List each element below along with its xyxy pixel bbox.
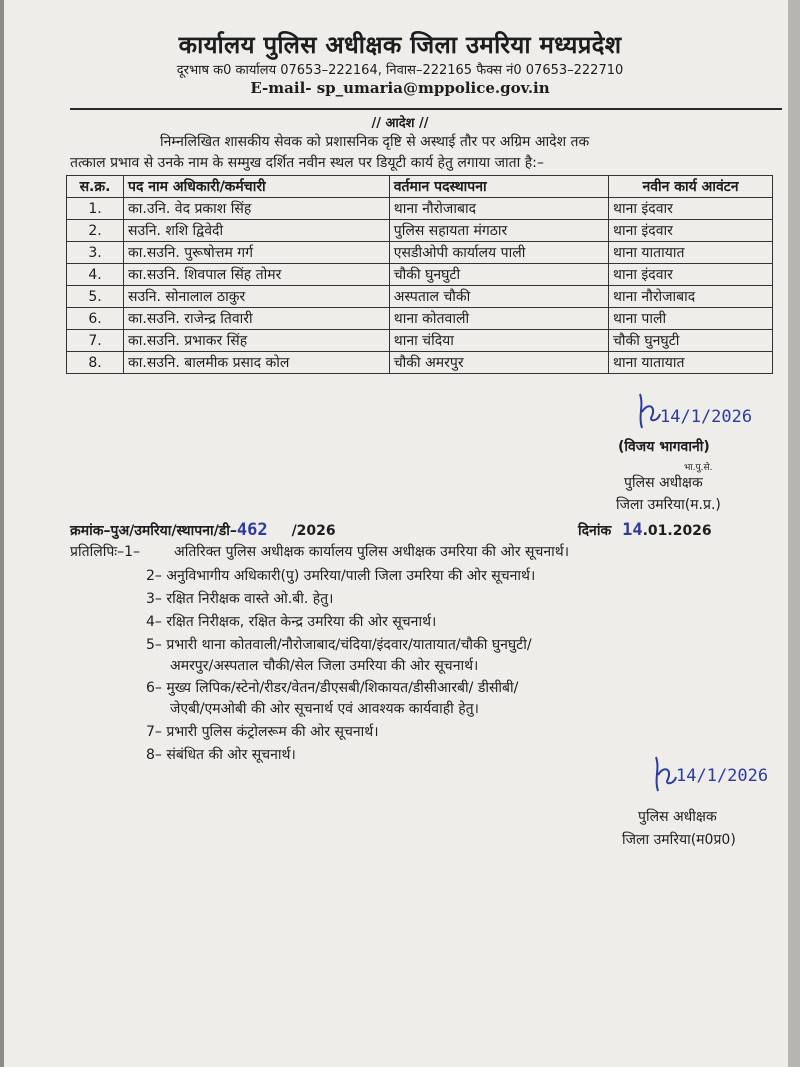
cell-current-posting: थाना कोतवाली bbox=[389, 308, 608, 330]
header-officer: पद नाम अधिकारी/कर्मचारी bbox=[124, 176, 390, 198]
signatory-designation: पुलिस अधीक्षक bbox=[624, 475, 703, 491]
cell-officer: सउनि. सोनालाल ठाकुर bbox=[124, 286, 390, 308]
cell-serial: 7. bbox=[67, 330, 124, 352]
copy-item-4: 4– रक्षित निरीक्षक, रक्षित केन्द्र उमरिया की ओर सूचनार्थ। bbox=[146, 614, 437, 630]
reference-date bbox=[578, 520, 712, 540]
signature2-designation: पुलिस अधीक्षक bbox=[638, 809, 717, 825]
phone-line: दूरभाष क0 कार्यालय 07653–222164, निवास–222165 फैक्स नं0 07653–222710 bbox=[176, 63, 624, 78]
table-row bbox=[67, 286, 773, 308]
copy-item-1: अतिरिक्त पुलिस अधीक्षक कार्यालय पुलिस अधीक्षक उमरिया की ओर सूचनार्थ। bbox=[174, 544, 570, 560]
table-header-row bbox=[67, 176, 773, 198]
posting-table bbox=[66, 175, 773, 374]
reference-number bbox=[70, 520, 336, 540]
office-title: कार्यालय पुलिस अधीक्षक जिला उमरिया मध्यप्रदेश bbox=[178, 31, 622, 59]
page-edge bbox=[788, 0, 800, 1067]
copy-item-5a: 5– प्रभारी थाना कोतवाली/नौरोजाबाद/चंदिया/इंदवार/यातायात/चौकी घुनघुटी/ bbox=[146, 637, 532, 653]
cell-new-assignment: चौकी घुनघुटी bbox=[609, 330, 773, 352]
signatory-name: (विजय भागवानी) bbox=[618, 439, 710, 455]
cell-new-assignment: थाना इंदवार bbox=[609, 220, 773, 242]
table-row bbox=[67, 352, 773, 374]
cell-current-posting: थाना नौरोजाबाद bbox=[389, 198, 608, 220]
copy-item-3: 3– रक्षित निरीक्षक वास्ते ओ.बी. हेतु। bbox=[146, 591, 334, 607]
reference-year: /2026 bbox=[291, 523, 336, 539]
cell-current-posting: एसडीओपी कार्यालय पाली bbox=[389, 242, 608, 264]
header-divider bbox=[70, 108, 782, 110]
cell-serial: 5. bbox=[67, 286, 124, 308]
order-intro-line2: तत्काल प्रभाव से उनके नाम के सम्मुख दर्शित नवीन स्थल पर डियूटी कार्य हेतु लगाया जाता है:– bbox=[70, 155, 544, 171]
cell-new-assignment: थाना इंदवार bbox=[609, 198, 773, 220]
cell-officer: का.सउनि. शिवपाल सिंह तोमर bbox=[124, 264, 390, 286]
reference-handwritten-number: 462 bbox=[236, 520, 268, 540]
cell-new-assignment: थाना इंदवार bbox=[609, 264, 773, 286]
cell-serial: 3. bbox=[67, 242, 124, 264]
copy-item-2: 2– अनुविभागीय अधिकारी(पु) उमरिया/पाली जिला उमरिया की ओर सूचनार्थ। bbox=[146, 568, 536, 584]
header-current-posting: वर्तमान पदस्थापना bbox=[389, 176, 608, 198]
signature-date-2: 14/1/2026 bbox=[676, 766, 769, 786]
cell-new-assignment: थाना यातायात bbox=[609, 352, 773, 374]
table-row bbox=[67, 308, 773, 330]
reference-date-rest: .01.2026 bbox=[642, 523, 712, 539]
cell-current-posting: चौकी घुनघुटी bbox=[389, 264, 608, 286]
cell-officer: सउनि. शशि द्विवेदी bbox=[124, 220, 390, 242]
order-intro-line1: निम्नलिखित शासकीय सेवक को प्रशासनिक दृष्टि से अस्थाई तौर पर अग्रिम आदेश तक bbox=[160, 134, 590, 150]
signatory-service: भा.पु.से. bbox=[684, 463, 713, 473]
cell-officer: का.सउनि. प्रभाकर सिंह bbox=[124, 330, 390, 352]
copy-item-6b: जेएबी/एमओबी की ओर सूचनार्थ एवं आवश्यक कार्यवाही हेतु। bbox=[170, 701, 479, 717]
cell-current-posting: थाना चंदिया bbox=[389, 330, 608, 352]
cell-officer: का.सउनि. राजेन्द्र तिवारी bbox=[124, 308, 390, 330]
cell-officer: का.उनि. वेद प्रकाश सिंह bbox=[124, 198, 390, 220]
cell-current-posting: अस्पताल चौकी bbox=[389, 286, 608, 308]
reference-date-handwritten: 14 bbox=[622, 520, 643, 540]
cell-serial: 2. bbox=[67, 220, 124, 242]
signature2-district: जिला उमरिया(म0प्र0) bbox=[622, 832, 736, 848]
header-serial: स.क्र. bbox=[67, 176, 124, 198]
cell-officer: का.सउनि. पुरूषोत्तम गर्ग bbox=[124, 242, 390, 264]
copy-label: प्रतिलिपिः–1– bbox=[70, 544, 141, 560]
table-row bbox=[67, 198, 773, 220]
copy-item-5b: अमरपुर/अस्पताल चौकी/सेल जिला उमरिया की ओर सूचनार्थ। bbox=[170, 658, 479, 674]
table-row bbox=[67, 264, 773, 286]
cell-current-posting: चौकी अमरपुर bbox=[389, 352, 608, 374]
email-line: E-mail- sp_umaria@mppolice.gov.in bbox=[250, 79, 550, 97]
table-row bbox=[67, 330, 773, 352]
cell-serial: 6. bbox=[67, 308, 124, 330]
reference-date-label: दिनांक bbox=[578, 523, 612, 539]
order-title: // आदेश // bbox=[371, 116, 429, 131]
cell-officer: का.सउनि. बालमीक प्रसाद कोल bbox=[124, 352, 390, 374]
copy-item-6a: 6– मुख्य लिपिक/स्टेनो/रीडर/वेतन/डीएसबी/शिकायत/डीसीआरबी/ डीसीबी/ bbox=[146, 680, 519, 696]
reference-prefix: क्रमांक–पुअ/उमरिया/स्थापना/डी– bbox=[70, 523, 237, 539]
cell-serial: 8. bbox=[67, 352, 124, 374]
cell-new-assignment: थाना नौरोजाबाद bbox=[609, 286, 773, 308]
table-row bbox=[67, 220, 773, 242]
table-row bbox=[67, 242, 773, 264]
cell-serial: 1. bbox=[67, 198, 124, 220]
signatory-district: जिला उमरिया(म.प्र.) bbox=[616, 497, 721, 513]
cell-current-posting: पुलिस सहायता मंगठार bbox=[389, 220, 608, 242]
header-new-assignment: नवीन कार्य आवंटन bbox=[609, 176, 773, 198]
cell-new-assignment: थाना यातायात bbox=[609, 242, 773, 264]
signature-date-1: 14/1/2026 bbox=[660, 407, 753, 427]
copy-item-7: 7– प्रभारी पुलिस कंट्रोलरूम की ओर सूचनार्थ। bbox=[146, 724, 379, 740]
cell-new-assignment: थाना पाली bbox=[609, 308, 773, 330]
copy-item-8: 8– संबंधित की ओर सूचनार्थ। bbox=[146, 747, 296, 763]
cell-serial: 4. bbox=[67, 264, 124, 286]
